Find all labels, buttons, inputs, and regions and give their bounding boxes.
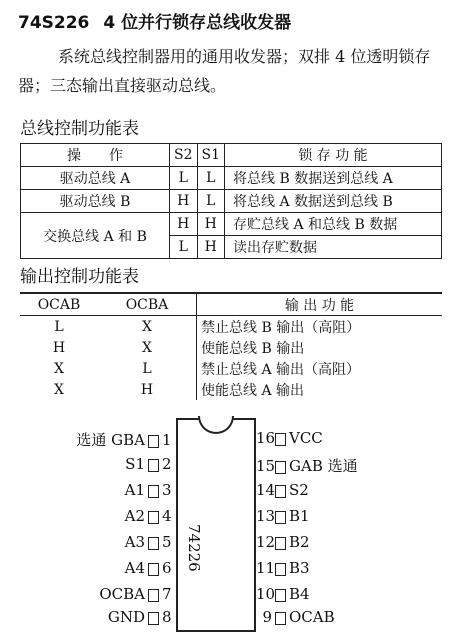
cell-s2: L [170,167,198,190]
table-row [20,337,442,358]
pin-label: GAB 选通 [289,457,358,475]
pin-pad [275,485,286,498]
pin-right [256,429,426,449]
cell-s1: H [197,213,225,236]
part-number: 74S226 [18,13,90,33]
pin-left [40,608,176,628]
pin-pad [148,511,159,524]
pin-number: 6 [162,559,172,577]
pin-right [256,507,426,527]
pin-number: 11 [256,559,276,577]
cell-func: 读出存贮数据 [225,236,442,259]
pin-pad [275,461,286,474]
pin-label: S2 [289,481,309,499]
cell-func: 禁止总线 A 输出（高阻） [201,361,361,378]
cell-ocab: X [54,360,64,377]
pin-label: A1 [124,481,145,499]
pin-right [256,559,426,579]
pin-number: 7 [162,585,172,603]
cell-s1: H [197,236,225,259]
page-title [18,8,448,32]
pin-left [40,507,176,527]
table-header-row [20,293,442,316]
col-latch-function: 锁 存 功 能 [225,144,442,167]
pin-number: 8 [162,608,172,626]
pin-left [40,455,176,475]
pin-label: 选通 GBA [76,431,145,449]
cell-ocab: L [54,318,64,335]
cell-op: 驱动总线 A [21,167,170,190]
table-row [20,316,442,338]
pin-label: A3 [124,533,145,551]
pin-right [256,533,426,553]
col-operation: 操 作 [21,144,170,167]
pin-number: 3 [162,481,172,499]
cell-func: 将总线 B 数据送到总线 A [225,167,442,190]
pin-pad [148,563,159,576]
pin-number: 13 [256,507,276,525]
pin-label: B2 [289,533,310,551]
pin-pad [148,435,159,448]
pin-pad [148,537,159,550]
cell-ocba: X [98,337,197,358]
output-control-table [20,292,442,400]
pin-left [40,429,176,449]
pin-number: 4 [162,507,172,525]
pin-label: A4 [124,559,145,577]
pin-number: 1 [162,431,172,449]
pin-label: OCBA [99,585,145,603]
pin-label: GND [107,608,145,626]
cell-ocba: X [98,316,197,338]
cell-s2: L [170,236,198,259]
table-row [21,167,442,190]
col-s1: S1 [197,144,225,167]
pin-pad [148,589,159,602]
pin-right [256,585,426,605]
pin-pad [148,612,159,625]
pin-pad [275,537,286,550]
cell-func: 使能总线 B 输出 [201,340,305,357]
output-control-heading: 输出控制功能表 [20,267,139,287]
cell-ocab: X [54,381,64,398]
table-row [20,358,442,379]
pin-label: A2 [124,507,145,525]
pin-left [40,585,176,605]
pin-right [256,455,426,475]
ic-part-label: 74226 [185,524,203,572]
cell-func: 存贮总线 A 和总线 B 数据 [225,213,442,236]
pin-number: 2 [162,455,172,473]
pin-label: OCAB [289,608,335,626]
pin-number: 9 [262,608,272,626]
pin-pad [275,563,286,576]
pin-pad [275,433,286,446]
pin-left [40,481,176,501]
cell-op: 交换总线 A 和 B [21,213,170,259]
pin-number: 16 [256,429,276,447]
table-row [21,190,442,213]
table-row [20,379,442,400]
pin-pad [275,511,286,524]
cell-func: 禁止总线 B 输出（高阻） [201,319,361,336]
col-output-function: 输 出 功 能 [197,293,443,316]
table-header-row [21,144,442,167]
bus-control-table [20,143,442,259]
intro-paragraph: 系统总线控制器用的通用收发器；双排 4 位透明锁存器；三态输出直接驱动总线。 [18,47,431,95]
pin-pad [148,485,159,498]
pin-number: 14 [256,481,276,499]
table-row [21,213,442,236]
pin-number: 12 [256,533,276,551]
cell-s2: H [170,213,198,236]
pin-pad [275,612,286,625]
pin-label: VCC [289,429,323,447]
pin-right [256,608,426,628]
cell-func: 使能总线 A 输出 [201,382,305,399]
bus-control-heading: 总线控制功能表 [20,119,139,139]
pin-label: B4 [289,585,310,603]
pin-label: B3 [289,559,310,577]
col-ocab: OCAB [20,293,98,316]
pin-pad [275,589,286,602]
cell-op: 驱动总线 B [21,190,170,213]
pin-label: S1 [125,455,145,473]
pin-right [256,481,426,501]
col-ocba: OCBA [98,293,197,316]
pin-number: 10 [256,585,276,603]
cell-s2: H [170,190,198,213]
pin-left [40,559,176,579]
col-s2: S2 [170,144,198,167]
cell-func: 将总线 A 数据送到总线 B [225,190,442,213]
cell-ocab: H [52,339,66,356]
pin-number: 15 [256,457,276,475]
cell-s1: L [197,190,225,213]
pin-left [40,533,176,553]
cell-ocba: L [98,358,197,379]
cell-ocba: H [98,379,197,400]
pin-pad [148,459,159,472]
pin-number: 5 [162,533,172,551]
pin-label: B1 [289,507,310,525]
cell-s1: L [197,167,225,190]
part-description: 4 位并行锁存总线收发器 [103,13,292,33]
